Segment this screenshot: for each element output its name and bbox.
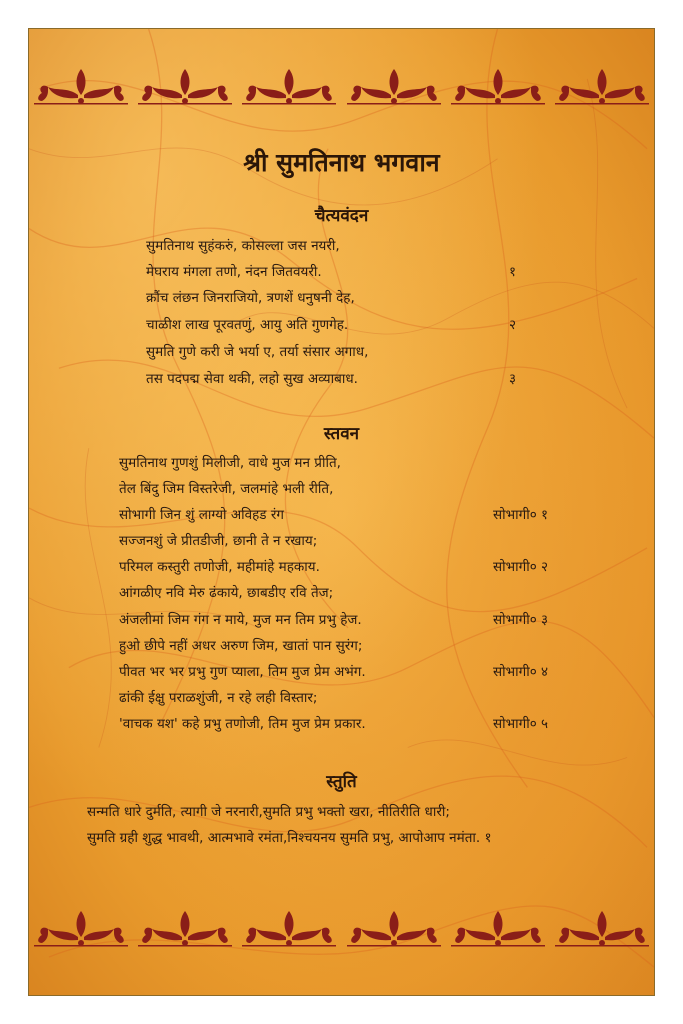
stavan-line: आंगळीए नवि मेरु ढंकाये, छाबडीए रवि तेज; [119, 585, 334, 601]
floral-ornament-icon [242, 65, 336, 109]
page-background [28, 28, 655, 996]
floral-ornament-icon [34, 907, 128, 951]
stavan-line: पीवत भर भर प्रभु गुण प्याला, तिम मुज प्रेम अभंग. [119, 664, 366, 680]
stuti-line: सुमति ग्रही शुद्ध भावथी, आत्मभावे रमंता,निश्चयनय सुमति प्रभु, आपोआप नमंता. १ [87, 830, 492, 846]
floral-ornament-icon [555, 65, 649, 109]
refrain-marker: सोभागी० १ [493, 507, 549, 523]
chaityavandan-line: सुमति गुणे करी जे भर्या ए, तर्या संसार अगाध, [146, 344, 369, 360]
refrain-marker: सोभागी० ४ [493, 664, 549, 680]
stavan-line: 'वाचक यश' कहे प्रभु तणोजी, तिम मुज प्रेम प्रकार. [119, 716, 366, 732]
floral-ornament-icon [34, 65, 128, 109]
floral-ornament-icon [138, 65, 232, 109]
floral-ornament-icon [347, 65, 441, 109]
verse-number: ३ [509, 371, 517, 387]
chaityavandan-line: मेघराय मंगला तणो, नंदन जितवयरी. [146, 264, 322, 280]
stavan-line: सोभागी जिन शुं लाग्यो अविहड रंग [119, 507, 284, 523]
refrain-marker: सोभागी० ५ [493, 716, 549, 732]
stavan-line: ढांकी ईक्षु पराळशुंजी, न रहे लही विस्तार; [119, 690, 318, 706]
page-title: श्री सुमतिनाथ भगवान [243, 148, 440, 177]
chaityavandan-line: सुमतिनाथ सुहंकरुं, कोसल्ला जस नयरी, [146, 238, 340, 254]
stavan-line: हुओ छीपे नहीं अधर अरुण जिम, खातां पान सुरंग; [119, 638, 363, 654]
floral-ornament-icon [347, 907, 441, 951]
chaityavandan-line: तस पदपद्म सेवा थकी, लहो सुख अव्याबाध. [146, 371, 358, 387]
floral-ornament-icon [138, 907, 232, 951]
stavan-line: परिमल कस्तुरी तणोजी, महीमांहे महकाय. [119, 559, 320, 575]
floral-ornament-icon [555, 907, 649, 951]
stavan-line: अंजलीमां जिम गंग न माये, मुज मन तिम प्रभु हेज. [119, 612, 362, 628]
stavan-line: सुमतिनाथ गुणशुं मिलीजी, वाधे मुज मन प्रीति, [119, 455, 341, 471]
stuti-line: सन्मति धारे दुर्मति, त्यागी जे नरनारी,सुमति प्रभु भक्तो खरा, नीतिरीति धारी; [87, 804, 450, 820]
chaityavandan-line: चाळीश लाख पूरवतणुं, आयु अति गुणगेह. [146, 317, 349, 333]
stuti-heading: स्तुति [326, 772, 357, 792]
refrain-marker: सोभागी० ३ [493, 612, 549, 628]
floral-ornament-icon [451, 907, 545, 951]
verse-number: २ [509, 317, 517, 333]
bottom-ornament-border [29, 905, 654, 953]
stavan-line: सज्जनशुं जे प्रीतडीजी, छानी ते न रखाय; [119, 533, 318, 549]
refrain-marker: सोभागी० २ [493, 559, 549, 575]
top-ornament-border [29, 63, 654, 111]
chaityavandan-heading: चैत्यवंदन [314, 206, 369, 226]
chaityavandan-line: क्रौंच लंछन जिनराजियो, त्रणशें धनुषनी देह, [146, 290, 355, 306]
stavan-heading: स्तवन [323, 424, 360, 444]
floral-ornament-icon [242, 907, 336, 951]
floral-ornament-icon [451, 65, 545, 109]
stavan-line: तेल बिंदु जिम विस्तरेजी, जलमांहे भली रीति, [119, 481, 334, 497]
verse-number: १ [509, 264, 517, 280]
